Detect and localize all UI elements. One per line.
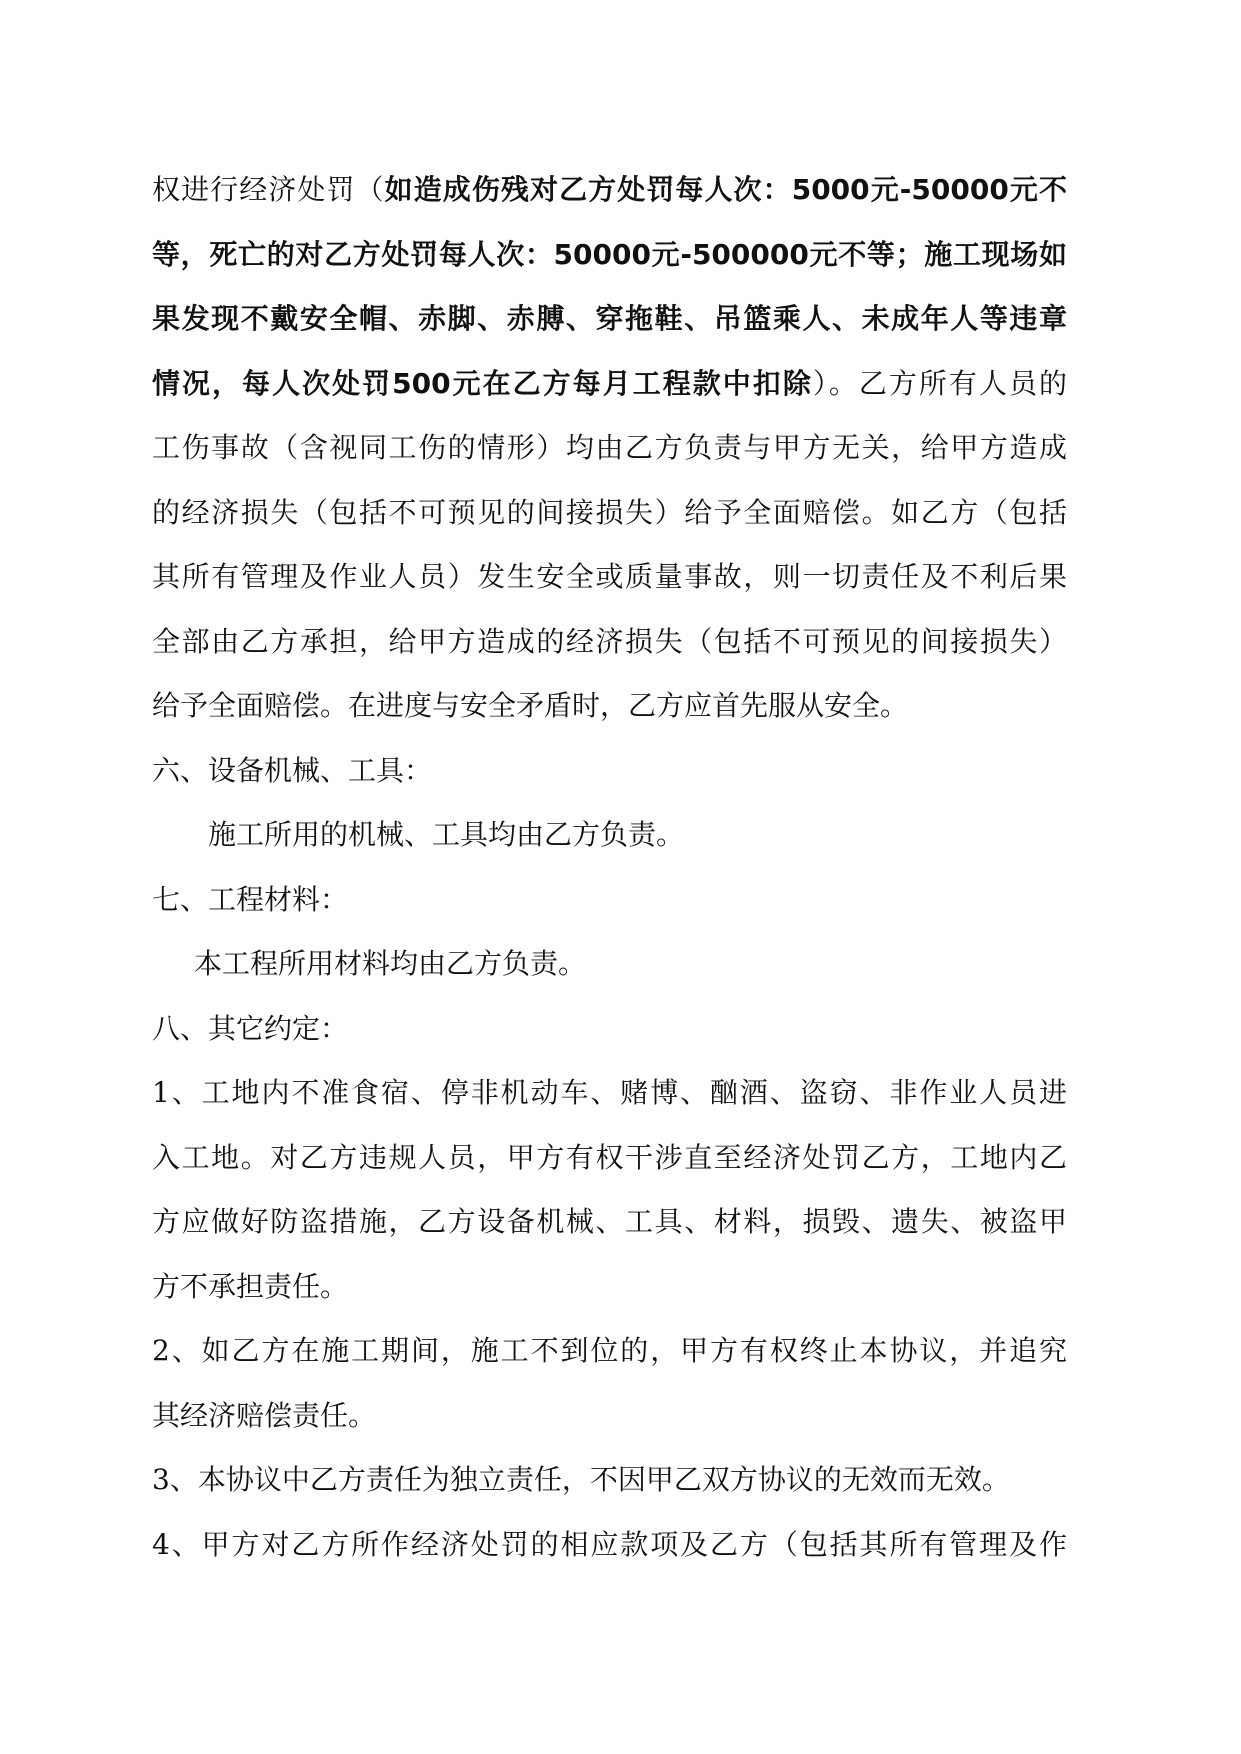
- bold-penalty-text: 如造成伤残对乙方处罚每人次：5000元-50000元不: [384, 173, 1067, 206]
- clause-line: 其经济赔偿责任。: [152, 1398, 377, 1432]
- paragraph-line: [152, 158, 1067, 223]
- section-heading-other: 八、其它约定：: [152, 1011, 349, 1045]
- section-heading-materials: 七、工程材料：: [152, 882, 349, 916]
- section-heading-equipment: 六、设备机械、工具：: [152, 753, 433, 787]
- section-body-equipment: 施工所用的机械、工具均由乙方负责。: [208, 818, 685, 851]
- paragraph-line: 其所有管理及作业人员）发生安全或质量事故，则一切责任及不利后果: [152, 560, 1067, 593]
- bold-penalty-text: 情况，每人次处罚500元在乙方每月工程款中扣除: [152, 366, 813, 400]
- paragraph-line: 工伤事故（含视同工伤的情形）均由乙方负责与甲方无关，给甲方造成: [152, 431, 1067, 464]
- paragraph-line: 等，死亡的对乙方处罚每人次：50000元-500000元不等；施工现场如: [152, 237, 1067, 271]
- paragraph-line: [152, 352, 1067, 417]
- normal-text: 权进行经济处罚（: [152, 173, 385, 206]
- clause-line: 方应做好防盗措施，乙方设备机械、工具、材料，损毁、遗失、被盗甲: [152, 1205, 1067, 1238]
- normal-text: ）。乙方所有人员的: [812, 366, 1067, 400]
- paragraph-line: 果发现不戴安全帽、赤脚、赤膊、穿拖鞋、吊篮乘人、未成年人等违章: [152, 302, 1067, 335]
- clause-line: 入工地。对乙方违规人员，甲方有权干涉直至经济处罚乙方，工地内乙: [152, 1140, 1067, 1174]
- clause-line: 2、如乙方在施工期间，施工不到位的，甲方有权终止本协议，并追究: [152, 1334, 1067, 1367]
- clause-line: 方不承担责任。: [152, 1269, 349, 1303]
- paragraph-line: 给予全面赔偿。在进度与安全矛盾时，乙方应首先服从安全。: [152, 689, 909, 722]
- paragraph-line: 全部由乙方承担，给甲方造成的经济损失（包括不可预见的间接损失）: [152, 624, 1067, 658]
- clause-line: 4、甲方对乙方所作经济处罚的相应款项及乙方（包括其所有管理及作: [152, 1527, 1067, 1561]
- section-body-materials: 本工程所用材料均由乙方负责。: [194, 947, 587, 980]
- document-page: [152, 158, 1067, 1577]
- clause-line: 3、本协议中乙方责任为独立责任，不因甲乙双方协议的无效而无效。: [152, 1463, 1010, 1496]
- paragraph-line: 的经济损失（包括不可预见的间接损失）给予全面赔偿。如乙方（包括: [152, 495, 1067, 529]
- clause-line: 1、工地内不准食宿、停非机动车、赌博、酗酒、盗窃、非作业人员进: [152, 1076, 1067, 1109]
